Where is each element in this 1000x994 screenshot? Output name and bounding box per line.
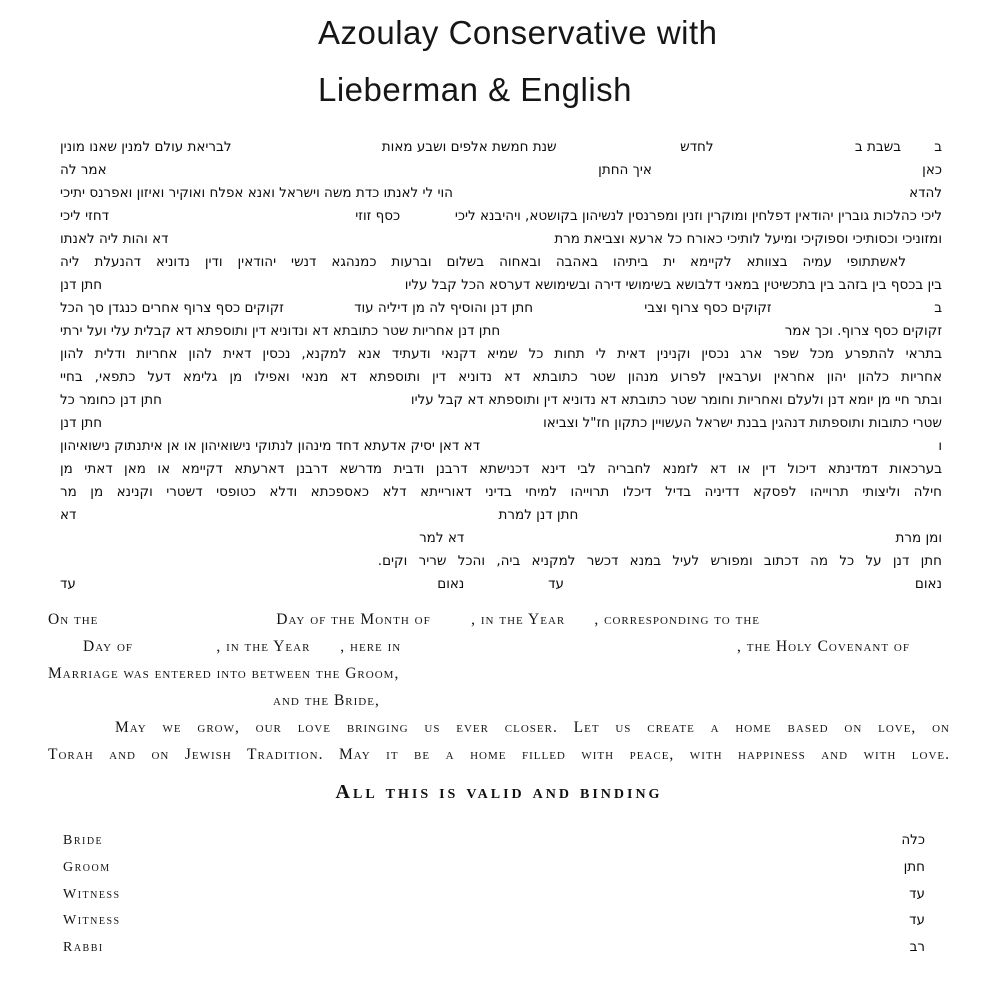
hebrew-line-18 [60,530,942,553]
hebrew-text: דא והות ליה לאנתו [60,231,169,247]
rabbi-label: Rabbi [63,940,104,956]
hebrew-text: שטרי כתובות ותוספתות דנהגין בבנת ישראל העשויין כתקון חז"ל וצביאו [543,415,942,431]
fill-in-blank [772,311,935,312]
fill-in-blank [162,403,411,404]
fill-in-blank [107,173,599,174]
signature-blank [76,587,437,588]
hebrew-line-1 [60,139,942,162]
signature-row-groom [63,859,925,886]
hebrew-text: לאשתתופי עמיה בצוותא לקיימא ית ביתיהו באהבה ובאחוה בשלום וברעות כמנהגא דנשי יהודאין ודין נדוניא דהנעלת ליה [60,254,906,270]
english-text: Day of the Month of [276,611,431,628]
hebrew-text: אמר לה [60,162,107,178]
fill-in-blank [400,219,455,220]
fill-in-blank [453,196,909,197]
bride-label: Bride [63,833,104,848]
english-text: Day of [83,638,134,655]
fill-in-blank [232,150,382,151]
hebrew-text: להדא [909,185,942,201]
witness-signature-label: נאום [437,576,465,592]
hebrew-text: ב [934,139,942,155]
hebrew-text: כסף זוזי [355,208,401,224]
hebrew-text: חתן דנן למרת [498,507,579,523]
hebrew-text: אחריות כלהון יהון אחראין וערבאין לפרוע מנהון שטר כתובתא דא נדוניא דין ותוספתא דא מנאי ואפילו מן גלימא דעל כתפאי, בחיי [60,369,942,385]
signature-section [63,832,925,966]
english-text: , corresponding to the [594,611,760,628]
fill-in-blank [60,541,419,542]
signature-blank [464,587,548,588]
hebrew-contract-text [60,139,942,599]
hebrew-text: ובתר חיי מן יומא דנן ולעלם ואחריות וחומר שטר כתובתא דא נדוניא דין ותוספתא דא קבל עליו [410,392,942,408]
indent-space [48,650,83,651]
hebrew-line-5 [60,231,942,254]
fill-in-blank [480,449,938,450]
hebrew-line-14 [60,438,942,461]
hebrew-line-6 [60,254,942,277]
hebrew-text: דא למר [419,530,465,546]
hebrew-text: ב [934,300,942,316]
english-text: , the Holy Covenant of [736,638,910,655]
hebrew-text: זקוקים כסף צרוף אחרים כנגדן סך הכל [60,300,284,316]
witness-label: עד [60,576,76,592]
witness-label: עד [548,576,564,592]
hebrew-text: בין בכסף בין בזהב בין בתכשיטין במאני דלבושא בשימושי דירה ובשימושא דערסא הכל קבל עליו [404,277,942,293]
witness-signature-label: נאום [914,576,942,592]
hebrew-text: חילה וליצותי תרוייהו לפסקא דדיניה בדיל דיכלו תרוייהו למיחי בדיני דאורייתא דלא כאספכתא ודלא כטופסי דשטרי וקנינא מן מר [60,484,942,500]
hebrew-text: ליכי כהלכות גוברין יהודאין דפלחין ומוקרין וזנין ומפרנסין לנשיהון בקושטא, ויהיבנא ליכי [454,208,942,224]
document-title [318,4,718,118]
hebrew-line-2 [60,162,942,185]
hebrew-line-16 [60,484,942,507]
hebrew-text: בערכאות דמדינתא דיכול דין או דא לזמנא לחבריה לבי דינא דכנישתא דרבנן ודבית מדרשא דרבנן דארעתא דקיימא או מאן דאתי מן [60,461,942,477]
hebrew-text: חתן דנן אחריות שטר כתובתא דא ונדוניא דין ותוספתא דא קבלית עלי ועל ירתי [60,323,501,339]
rabbi-label-hebrew: רב [909,939,925,956]
bride-label-hebrew: כלה [901,832,925,848]
hebrew-line-17 [60,507,942,530]
valid-and-binding-heading: All this is valid and binding [335,781,663,803]
fill-in-blank [578,518,942,519]
hebrew-text: הוי לי לאנתו כדת משה וישראל ואנא אפלח ואוקיר ואיזון ואפרנס יתיכי [60,185,453,201]
fill-in-blank [901,150,934,151]
signature-row-witness-1 [63,886,925,913]
hebrew-text: איך החתן [598,162,652,178]
hebrew-text: בתראי להתפרע מכל שפר ארג נכסין וקנינין דאית לי תחות כל שמיא דקנאי ודעתיד אנא למקנא, נכסין דאית להון אחריות ודלית להון [60,346,942,362]
hebrew-line-10 [60,346,942,369]
fill-in-blank [168,242,554,243]
signature-blank [564,587,915,588]
fill-in-blank [133,650,216,651]
english-line-6: Torah and on Jewish Tradition. May it be a home filled with peace, with happiness and with love. [48,746,950,763]
english-text: , here in [340,638,402,655]
hebrew-text: דחזי ליכי [60,208,110,224]
hebrew-text: ומזוניכי וכסותיכי וספוקיכי ומיעל לותיכי כאורח כל ארעא וצביאת מרת [554,231,942,247]
hebrew-line-7 [60,277,942,300]
fill-in-blank [98,623,276,624]
hebrew-line-4 [60,208,942,231]
hebrew-text: חתן דנן על כל מה דכתוב ומפורש לעיל במנא דכשר למקניא ביה, והכל שריר וקים. [377,553,942,569]
hebrew-line-19 [60,553,942,576]
fill-in-blank [557,150,681,151]
fill-in-blank [714,150,855,151]
hebrew-line-12 [60,392,942,415]
hebrew-text: חתן דנן והוסיף לה מן דיליה עוד [354,300,534,316]
fill-in-blank [401,650,737,651]
groom-label: Groom [63,859,111,875]
hebrew-line-20-witness-signatures [60,576,942,599]
signature-row-witness-2 [63,912,925,939]
fill-in-blank [464,541,895,542]
hebrew-text: זקוקים כסף צרוף וצבי [644,300,772,316]
hebrew-line-8 [60,300,942,323]
hebrew-text: בשבת ב [854,139,902,155]
fill-in-blank [652,173,922,174]
fill-in-blank [310,650,340,651]
english-line-2 [48,638,910,665]
witness-label: Witness [63,886,121,902]
signature-row-rabbi [63,939,925,966]
witness-label-hebrew: עד [909,912,925,929]
hebrew-text: חתן דנן [60,415,103,431]
english-text: , in the Year [216,638,311,655]
english-line-5: May we grow, our love bringing us ever closer. Let us create a home based on love, on [115,719,950,736]
hebrew-text: לחדש [680,139,714,155]
english-text: , in the Year [471,611,566,628]
hebrew-text: כאן [922,162,942,178]
fill-in-blank [109,219,355,220]
signature-row-bride [63,832,925,859]
fill-in-blank [76,518,498,519]
document-title-line-2: Lieberman & English [318,71,633,108]
document-title-line-1: Azoulay Conservative with [318,14,718,51]
fill-in-blank [533,311,644,312]
groom-label-hebrew: חתן [903,858,925,875]
hebrew-line-3 [60,185,942,208]
english-line-4: and the Bride, [273,692,380,709]
english-line-1 [48,611,760,638]
hebrew-line-15 [60,461,942,484]
fill-in-blank [102,288,405,289]
hebrew-line-13 [60,415,942,438]
fill-in-blank [500,334,785,335]
hebrew-text: חתן דנן כחומר כל [60,392,162,408]
fill-in-blank [102,426,543,427]
hebrew-text: חתן דנן [60,277,103,293]
hebrew-text: דא דאן יסיק אדעתא דחד מינהון לנתוקי נישואיהון או אן איתנתוק נישואיהון [60,438,480,454]
hebrew-text: דא [60,507,77,523]
fill-in-blank [565,623,594,624]
hebrew-line-11 [60,369,942,392]
hebrew-text: ומן מרת [895,530,942,546]
hebrew-line-9 [60,323,942,346]
fill-in-blank [431,623,471,624]
english-contract-text [48,611,950,804]
english-line-3: Marriage was entered into between the Groom, [48,665,400,682]
hebrew-text: ו [938,438,942,454]
english-text: On the [48,611,99,628]
fill-in-blank [284,311,354,312]
witness-label: Witness [63,913,121,929]
hebrew-text: שנת חמשת אלפים ושבע מאות [381,139,557,155]
hebrew-text: לבריאת עולם למנין שאנו מונין [60,139,232,155]
hebrew-text: זקוקים כסף צרוף. וכך אמר [784,323,942,339]
witness-label-hebrew: עד [909,885,925,902]
